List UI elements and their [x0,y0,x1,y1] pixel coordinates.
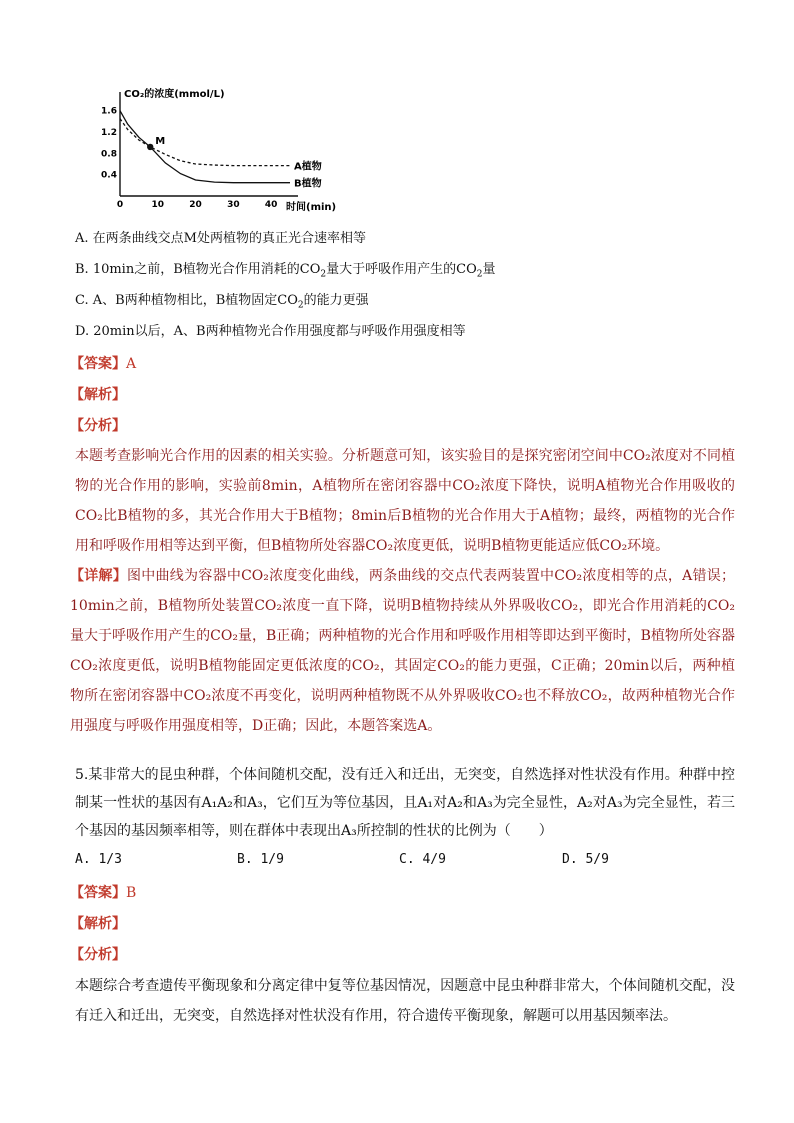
q4-answer: 【答案】A [70,356,137,372]
x-tick-label: 0 [116,200,124,210]
q4-option-c: C. A、B两种植物相比，B植物固定$CO_2$的能力更强 [75,293,369,311]
q5-jiexi-label: 【解析】 [70,916,126,932]
x-tick-label: 30 [227,200,240,210]
chart-y-axis-label: CO₂的浓度(mmol/L) [124,89,225,100]
q5-analysis-text: 本题综合考查遗传平衡现象和分离定律中复等位基因情况，因题意中昆虫种群非常大，个体间随机交配，没有迁入和迁出，无突变，自然选择对性状没有作用，符合遗传平衡现象，解题可以用基因频率法。 [75,978,735,1024]
q5-choices [75,852,735,870]
series-label: A植物 [294,161,322,173]
x-tick-label: 10 [151,200,165,210]
series-label: B植物 [294,178,322,190]
intersection-point-label: M [155,135,166,147]
x-tick-label: 20 [189,200,202,210]
y-tick-label: 1.2 [101,128,117,138]
y-tick-label: 1.6 [101,106,117,117]
q5-fenxi-label: 【分析】 [70,947,126,963]
intersection-point-m [147,144,153,150]
q4-fenxi-label: 【分析】 [70,418,126,434]
q5-choice-c: C. 4/9 [399,852,446,867]
q4-jiexi-label: 【解析】 [70,387,126,403]
series-line-b [120,111,290,183]
q4-option-b: B. 10min之前，B植物光合作用消耗的$CO_2$量大于呼吸作用产生的$CO_2$量 [75,262,496,280]
co2-concentration-chart [101,86,338,216]
q4-option-a: A. 在两条曲线交点M处两植物的真正光合速率相等 [75,231,366,246]
chart-lines [120,111,322,190]
q5-stem: 5.某非常大的昆虫种群，个体间随机交配，没有迁入和迁出，无突变，自然选择对性状没有作用。种群中控制某一性状的基因有A₁A₂和A₃，它们互为等位基因，且A₁对A₂和A₃为完全显性，A₂对A₃为完全显性，若三个基因的基因频率相等，则在群体中表现出A₃所控制的性状的比例为（ ） [75,767,735,839]
y-tick-label: 0.8 [101,149,117,160]
q5-choice-a: A. 1/3 [75,852,122,867]
q5-answer: 【答案】B [70,885,137,901]
chart-ticks [101,107,277,210]
q4-detail: 【详解】图中曲线为容器中CO₂浓度变化曲线，两条曲线的交点代表两装置中CO₂浓度相等的点，A错误；10min之前，B植物所处装置CO₂浓度一直下降，说明B植物持续从外界吸收CO₂，即光合作用消耗的CO₂量大于呼吸作用产生的CO₂量，B正确；两种植物的光合作用和呼吸作用相等即达到平衡时，B植物所处容器CO₂浓度更低，说明B植物能固定更低浓度的CO₂，其固定CO₂的能力更强，C正确；20min以后，两种植物所在密闭容器中CO₂浓度不再变化，说明两种植物既不从外界吸收CO₂也不释放CO₂，故两种植物光合作用强度与呼吸作用强度相等，D正确；因此，本题答案选A。 [70,568,735,734]
x-tick-label: 40 [264,200,278,210]
y-tick-label: 0.4 [101,170,117,181]
q4-option-d: D. 20min以后，A、B两种植物光合作用强度都与呼吸作用强度相等 [75,324,466,339]
q4-analysis-text: 本题考查影响光合作用的因素的相关实验。分析题意可知，该实验目的是探究密闭空间中CO₂浓度对不同植物的光合作用的影响，实验前8min，A植物所在密闭容器中CO₂浓度下降快，说明A植物光合作用吸收的CO₂比B植物的多，其光合作用大于B植物；8min后B植物的光合作用大于A植物；最终，两植物的光合作用和呼吸作用相等达到平衡，但B植物所处容器CO₂浓度更低，说明B植物更能适应低CO₂环境。 [75,448,735,554]
q5-choice-b: B. 1/9 [237,852,284,867]
q5-choice-d: D. 5/9 [562,852,609,867]
chart-x-axis-label: 时间(min) [286,202,337,213]
